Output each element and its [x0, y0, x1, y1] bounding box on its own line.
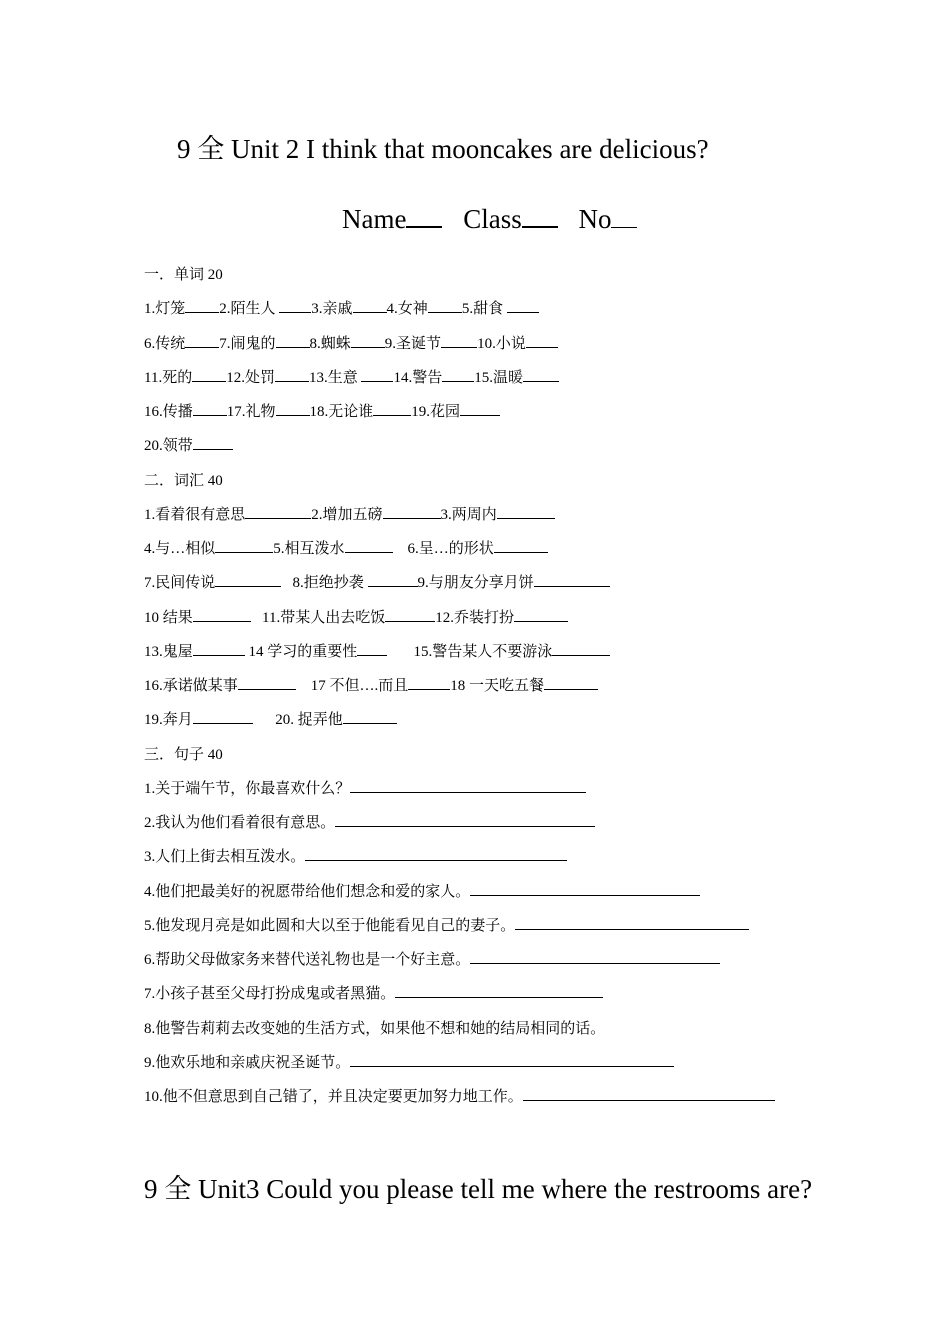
sentence-item: 9.他欢乐地和亲戚庆祝圣诞节。	[144, 1046, 824, 1080]
section2-row	[144, 703, 824, 737]
answer-blank[interactable]	[441, 331, 477, 348]
answer-blank[interactable]	[215, 536, 273, 553]
vocab-item: 4.女神	[387, 296, 462, 322]
answer-blank[interactable]	[497, 502, 555, 519]
phrase-item: 2.增加五磅	[311, 502, 440, 528]
vocab-item: 20.领带	[144, 433, 233, 459]
section1-row	[144, 292, 824, 326]
phrase-item: 9.与朋友分享月饼	[418, 570, 610, 596]
answer-blank[interactable]	[368, 570, 418, 587]
answer-blank[interactable]	[351, 331, 385, 348]
name-blank[interactable]	[406, 204, 442, 228]
answer-blank[interactable]	[185, 296, 219, 313]
answer-blank[interactable]	[343, 707, 397, 724]
answer-blank[interactable]	[544, 673, 598, 690]
section1-row	[144, 361, 824, 395]
answer-blank[interactable]	[395, 981, 603, 998]
sentence-item: 2.我认为他们看着很有意思。	[144, 806, 824, 840]
answer-blank[interactable]	[279, 296, 311, 313]
answer-blank[interactable]	[470, 947, 720, 964]
vocab-item: 14.警告	[393, 365, 474, 391]
answer-blank[interactable]	[507, 296, 539, 313]
vocab-item: 13.生意	[309, 365, 394, 391]
sentence-item: 8.他警告莉莉去改变她的生活方式，如果他不想和她的结局相同的话。	[144, 1020, 606, 1037]
sentence-item: 3.人们上街去相互泼水。	[144, 840, 824, 874]
answer-blank[interactable]	[193, 639, 245, 656]
phrase-item: 14 学习的重要性	[245, 639, 388, 665]
worksheet-body	[144, 258, 824, 1114]
class-label: Class	[463, 204, 522, 234]
section2-row	[144, 498, 824, 532]
section2-row	[144, 635, 824, 669]
vocab-item: 7.闹鬼的	[219, 331, 309, 357]
section3-heading: 三．句子 40	[144, 746, 223, 763]
answer-blank[interactable]	[215, 570, 281, 587]
phrase-item: 4.与…相似	[144, 536, 273, 562]
phrase-item: 6.呈…的形状	[393, 536, 548, 562]
answer-blank[interactable]	[357, 639, 387, 656]
answer-blank[interactable]	[494, 536, 548, 553]
name-label: Name	[342, 204, 407, 234]
vocab-item: 11.死的	[144, 365, 226, 391]
phrase-item: 5.相互泼水	[273, 536, 392, 562]
answer-blank[interactable]	[350, 1050, 674, 1067]
phrase-item: 3.两周内	[441, 502, 555, 528]
no-field	[578, 202, 637, 236]
answer-blank[interactable]	[470, 879, 700, 896]
phrase-item: 16.承诺做某事	[144, 673, 296, 699]
student-info-line	[0, 202, 950, 236]
no-blank[interactable]	[611, 205, 637, 228]
answer-blank[interactable]	[238, 673, 296, 690]
answer-blank[interactable]	[350, 776, 586, 793]
sentence-item: 4.他们把最美好的祝愿带给他们想念和爱的家人。	[144, 875, 824, 909]
answer-blank[interactable]	[361, 365, 393, 382]
class-field	[463, 202, 558, 236]
section1-row	[144, 327, 824, 361]
name-field	[342, 202, 442, 236]
vocab-item: 2.陌生人	[219, 296, 311, 322]
vocab-item: 3.亲戚	[311, 296, 386, 322]
phrase-item: 8.拒绝抄袭	[281, 570, 417, 596]
vocab-item: 12.处罚	[226, 365, 309, 391]
answer-blank[interactable]	[383, 502, 441, 519]
answer-blank[interactable]	[335, 810, 595, 827]
answer-blank[interactable]	[515, 913, 749, 930]
section2-row	[144, 601, 824, 635]
phrase-item: 17 不但….而且	[296, 673, 451, 699]
answer-blank[interactable]	[245, 502, 311, 519]
vocab-item: 8.蜘蛛	[310, 331, 385, 357]
vocab-item: 19.花园	[411, 399, 500, 425]
answer-blank[interactable]	[193, 707, 253, 724]
section1-row	[144, 429, 824, 463]
answer-blank[interactable]	[275, 365, 309, 382]
vocab-item: 10.小说	[477, 331, 558, 357]
class-blank[interactable]	[522, 204, 558, 228]
phrase-item: 11.带某人出去吃饭	[251, 605, 435, 631]
section2-row	[144, 669, 824, 703]
answer-blank[interactable]	[523, 365, 559, 382]
unit3-title: 9 全 Unit3 Could you please tell me where the restrooms are?	[144, 1174, 813, 1204]
vocab-item: 17.礼物	[227, 399, 310, 425]
sentence-item: 7.小孩子甚至父母打扮成鬼或者黑猫。	[144, 977, 824, 1011]
answer-blank[interactable]	[373, 399, 411, 416]
answer-blank[interactable]	[193, 433, 233, 450]
answer-blank[interactable]	[345, 536, 393, 553]
vocab-item: 9.圣诞节	[385, 331, 477, 357]
phrase-item: 10 结果	[144, 605, 251, 631]
answer-blank[interactable]	[442, 365, 474, 382]
vocab-item: 15.温暖	[474, 365, 559, 391]
answer-blank[interactable]	[460, 399, 500, 416]
answer-blank[interactable]	[276, 399, 310, 416]
sentence-item: 10.他不但意思到自己错了，并且决定要更加努力地工作。	[144, 1080, 824, 1114]
section1-row	[144, 395, 824, 429]
vocab-item: 5.甜食	[462, 296, 539, 322]
sentence-item: 6.帮助父母做家务来替代送礼物也是一个好主意。	[144, 943, 824, 977]
answer-blank[interactable]	[185, 331, 219, 348]
answer-blank[interactable]	[353, 296, 387, 313]
vocab-item: 6.传统	[144, 331, 219, 357]
vocab-item: 1.灯笼	[144, 296, 219, 322]
vocab-item: 16.传播	[144, 399, 227, 425]
answer-blank[interactable]	[526, 331, 558, 348]
answer-blank[interactable]	[305, 844, 567, 861]
answer-blank[interactable]	[552, 639, 610, 656]
answer-blank[interactable]	[385, 605, 435, 622]
answer-blank[interactable]	[514, 605, 568, 622]
section1-heading: 一．单词 20	[144, 267, 223, 283]
answer-blank[interactable]	[192, 365, 226, 382]
phrase-item: 20. 捉弄他	[253, 707, 397, 733]
sentence-item: 1.关于端午节，你最喜欢什么？	[144, 772, 824, 806]
answer-blank[interactable]	[428, 296, 462, 313]
section2-heading: 二．词汇 40	[144, 472, 223, 489]
phrase-item: 7.民间传说	[144, 570, 281, 596]
unit2-title: 9 全 Unit 2 I think that mooncakes are delicious?	[177, 134, 709, 164]
answer-blank[interactable]	[193, 605, 251, 622]
answer-blank[interactable]	[534, 570, 610, 587]
phrase-item: 12.乔装打扮	[435, 605, 568, 631]
answer-blank[interactable]	[193, 399, 227, 416]
answer-blank[interactable]	[408, 673, 450, 690]
phrase-item: 15.警告某人不要游泳	[387, 639, 610, 665]
vocab-item: 18.无论谁	[310, 399, 412, 425]
phrase-item: 19.奔月	[144, 707, 253, 733]
answer-blank[interactable]	[276, 331, 310, 348]
answer-blank[interactable]	[523, 1084, 775, 1101]
phrase-item: 13.鬼屋	[144, 639, 245, 665]
phrase-item: 1.看着很有意思	[144, 502, 311, 528]
phrase-item: 18 一天吃五餐	[450, 673, 598, 699]
section2-row	[144, 532, 824, 566]
sentence-item: 5.他发现月亮是如此圆和大以至于他能看见自己的妻子。	[144, 909, 824, 943]
no-label: No	[578, 204, 612, 234]
section2-row	[144, 566, 824, 600]
